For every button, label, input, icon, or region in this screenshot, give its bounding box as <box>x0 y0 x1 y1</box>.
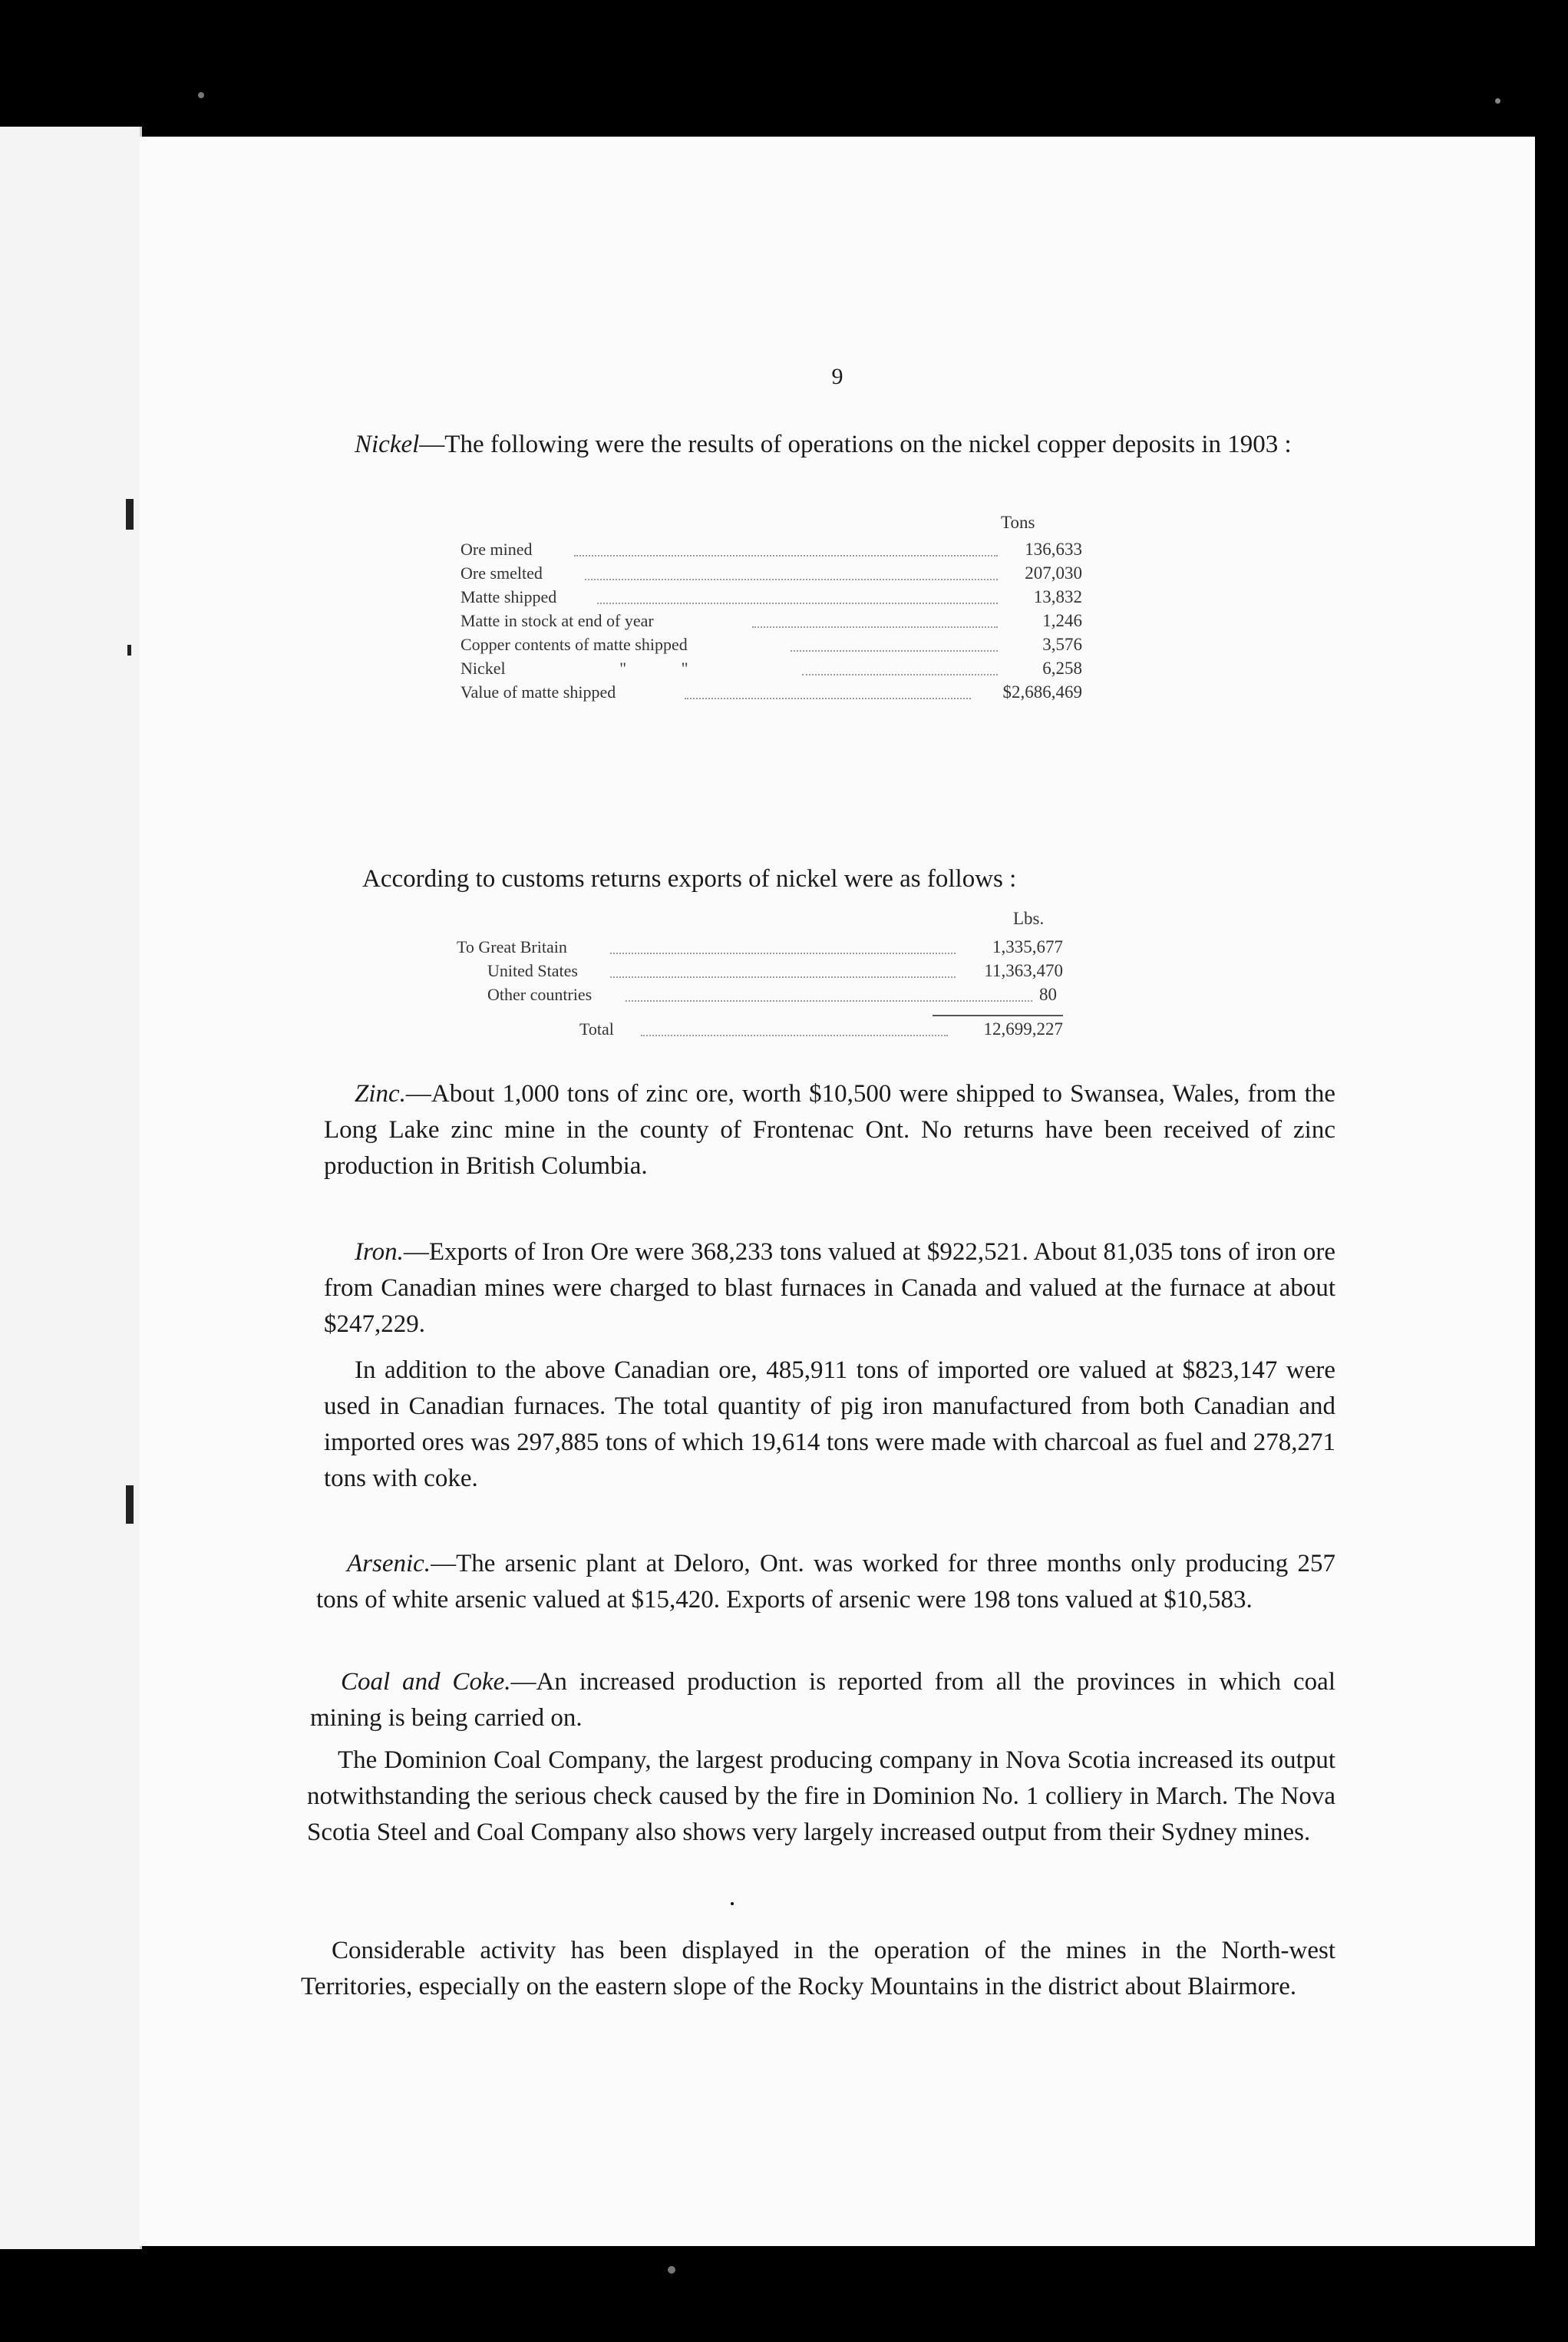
row-label: Ore smelted <box>460 563 543 583</box>
row-value: $2,686,469 <box>1002 682 1082 702</box>
row-value: 1,246 <box>1042 611 1082 630</box>
nickel-exports-table <box>457 935 1063 1041</box>
total-rule <box>933 1015 1063 1016</box>
customs-paragraph <box>362 861 1283 897</box>
iron-text: —Exports of Iron Ore were 368,233 tons valued at $922,521. About 81,035 tons of iron ore from Canadian mines were charged to blast furnaces in Canada and valued at the furnace at about $247,229. <box>324 1238 1335 1338</box>
total-value: 12,699,227 <box>983 1019 1063 1039</box>
scan-speck <box>668 2266 675 2274</box>
nickel-heading: Nickel <box>355 431 420 458</box>
row-value: 6,258 <box>1042 659 1082 678</box>
row-label: Value of matte shipped <box>460 682 616 702</box>
row-value: 13,832 <box>1033 587 1082 606</box>
binding-mark <box>127 645 131 656</box>
row-label: United States <box>487 961 578 980</box>
iron-paragraph <box>324 1234 1335 1343</box>
page-number: 9 <box>831 364 843 389</box>
iron-text-2: In addition to the above Canadian ore, 485,911 tons of imported ore valued at $823,147 were used in Canadian furnaces. The total quantity of pig iron manufactured from both Canadian and imported ores was 297,885 tons of which 19,614 tons were made with charcoal as fuel and 278,271 tons with coke. <box>324 1356 1335 1492</box>
row-label: Ore mined <box>460 540 533 559</box>
row-value: 11,363,470 <box>984 961 1063 980</box>
table-row <box>457 983 1063 1006</box>
coal-paragraph-2 <box>307 1742 1335 1851</box>
row-label: To Great Britain <box>457 937 567 956</box>
total-label: Total <box>579 1019 614 1039</box>
binding-mark <box>126 1485 134 1524</box>
row-value: 1,335,677 <box>992 937 1063 956</box>
customs-unit-header: Lbs. <box>1013 909 1045 928</box>
binding-mark <box>126 499 134 530</box>
iron-heading: Iron. <box>355 1238 404 1266</box>
arsenic-paragraph <box>316 1546 1335 1618</box>
zinc-heading: Zinc. <box>355 1080 406 1108</box>
nickel-text: —The following were the results of operations on the nickel copper deposits in 1903 : <box>419 431 1292 458</box>
row-label: Other countries <box>487 985 593 1004</box>
customs-text: According to customs returns exports of nickel were as follows : <box>362 865 1017 893</box>
zinc-paragraph <box>324 1076 1335 1184</box>
row-label: Matte shipped <box>460 587 557 606</box>
arsenic-text: —The arsenic plant at Deloro, Ont. was worked for three months only producing 257 tons of white arsenic valued at $15,420. Exports of arsenic were 198 tons valued at $10,583. <box>316 1550 1335 1614</box>
coal-paragraph-3 <box>301 1933 1335 2005</box>
scan-speck <box>198 92 204 98</box>
nickel-paragraph <box>338 427 1349 463</box>
row-label: Copper contents of matte shipped <box>460 635 688 654</box>
scan-speck <box>1495 98 1500 104</box>
coal-paragraph <box>310 1664 1335 1736</box>
coal-text-2: The Dominion Coal Company, the largest producing company in Nova Scotia increased its output notwithstanding the serious check caused by the fire in Dominion No. 1 colliery in March. The Nova Scotia Steel and Coal Company also shows very largely increased output from their Sydney mines. <box>307 1746 1335 1846</box>
iron-paragraph-2 <box>324 1353 1335 1497</box>
coal-text: —An increased production is reported from all the provinces in which coal mining is being carried on. <box>310 1668 1336 1732</box>
zinc-text: —About 1,000 tons of zinc ore, worth $10,500 were shipped to Swansea, Wales, from the Long Lake zinc mine in the county of Frontenac Ont. No returns have been received of zinc production in British Columbia. <box>324 1080 1335 1180</box>
row-value: 136,633 <box>1025 540 1082 559</box>
row-label: Nickel " " <box>460 659 688 678</box>
row-value: 80 <box>1039 985 1057 1004</box>
row-value: 3,576 <box>1042 635 1082 654</box>
table-total-row <box>457 1017 1063 1041</box>
table-row <box>460 680 1082 704</box>
arsenic-heading: Arsenic. <box>347 1550 431 1577</box>
document-page <box>140 137 1535 2246</box>
coal-text-3: Considerable activity has been displayed in the operation of the mines in the North-west Territories, especially on the eastern slope of the Rocky Mountains in the district about Blairmore. <box>301 1937 1335 2000</box>
row-label: Matte in stock at end of year <box>460 611 654 630</box>
row-value: 207,030 <box>1025 563 1082 583</box>
left-page-edge <box>0 127 142 2249</box>
nickel-unit-header: Tons <box>1001 513 1035 532</box>
coal-heading: Coal and Coke. <box>341 1668 511 1696</box>
nickel-production-table <box>460 537 1082 704</box>
scan-speck <box>731 1902 734 1905</box>
